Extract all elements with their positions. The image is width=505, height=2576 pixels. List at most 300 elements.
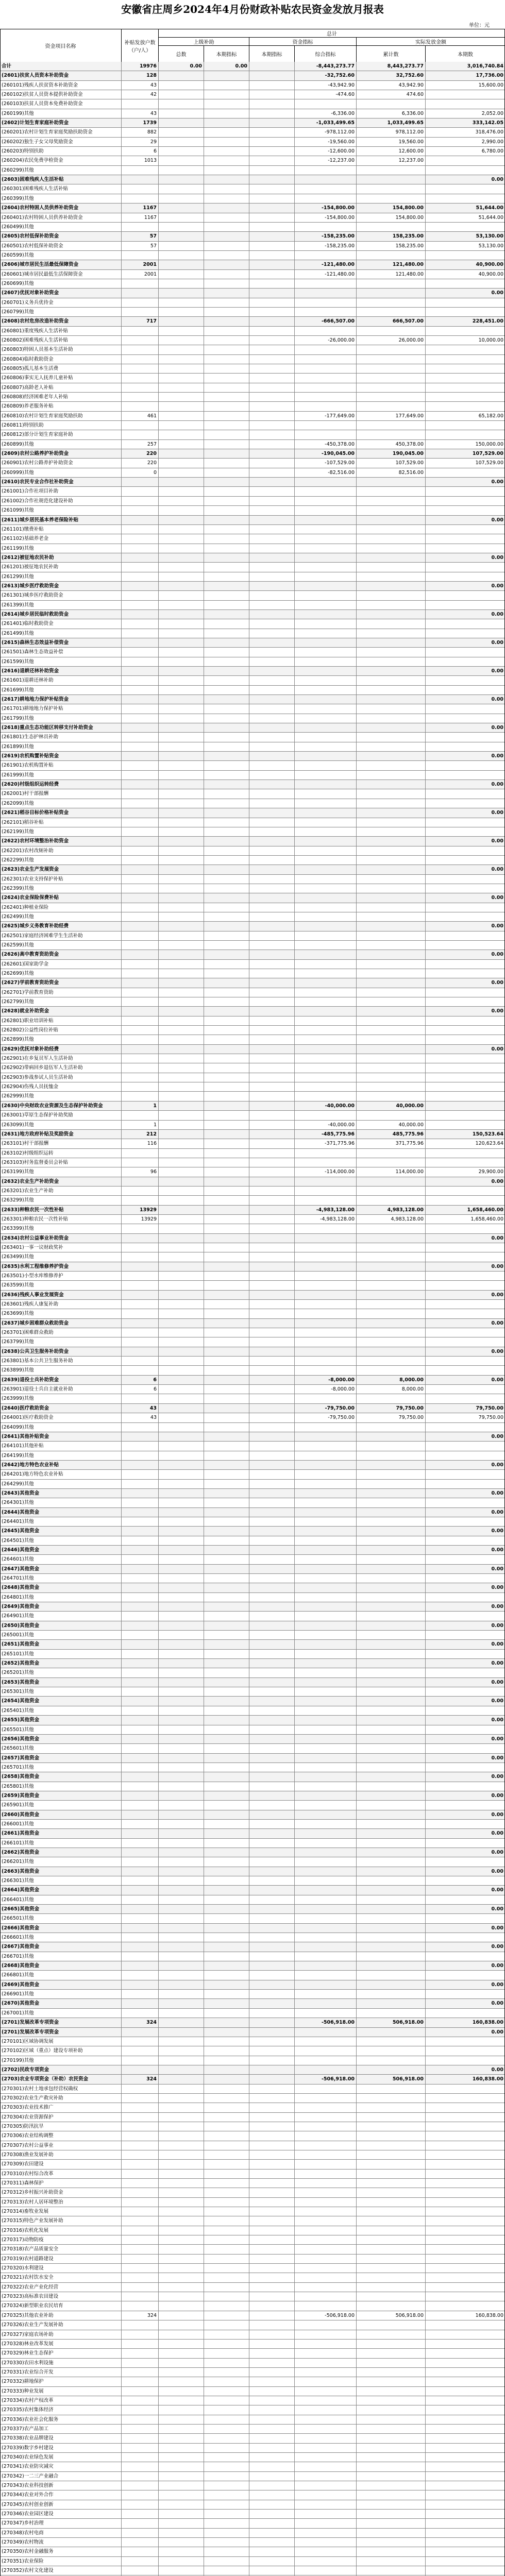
row-period: [426, 1480, 505, 1488]
row-fund-index: [295, 997, 357, 1006]
row-superior-period: [204, 1187, 249, 1195]
row-cumulative: [357, 1867, 426, 1876]
row-superior-period: [204, 1640, 249, 1649]
row-fund-index: [295, 2188, 357, 2197]
row-superior-period: [204, 270, 249, 279]
row-fund-index: [295, 251, 357, 260]
row-superior-total: [159, 1536, 204, 1545]
row-name: (270317)动物防疫: [0, 2235, 122, 2244]
row-superior-period: [204, 1167, 249, 1176]
table-header: [0, 29, 505, 62]
row-index-period: [249, 2103, 295, 2112]
row-superior-period: [204, 1839, 249, 1848]
row-name: (270332)耕地保护: [0, 2377, 122, 2386]
row-cumulative: 40,000.00: [357, 1121, 426, 1129]
row-cumulative: [357, 1895, 426, 1904]
row-superior-period: [204, 1668, 249, 1677]
row-superior-period: [204, 421, 249, 430]
row-count: 1: [122, 1101, 159, 1110]
row-name: (270341)农业防灾减灾: [0, 2462, 122, 2471]
row-superior-total: [159, 1574, 204, 1583]
row-period: 228,451.00: [472, 318, 503, 325]
row-index-period: [249, 147, 295, 156]
row-index-period: [249, 978, 295, 987]
row-superior-total: [159, 166, 204, 175]
row-name: (260805)孤儿基本生活费: [0, 364, 122, 373]
row-superior-period: [204, 1101, 249, 1110]
row-period: [426, 1536, 505, 1545]
row-name: (266101)其他: [0, 1839, 122, 1848]
row-period: 107,529.00: [472, 451, 503, 457]
row-index-period: [249, 2519, 295, 2528]
row-period: [426, 2122, 505, 2131]
row-count: [122, 2084, 159, 2093]
row-cumulative: 8,000.00: [357, 1385, 426, 1394]
row-index-period: [249, 695, 295, 704]
row-period: [426, 2425, 505, 2433]
row-fund-index: [295, 676, 357, 685]
row-superior-total: [159, 2273, 204, 2282]
row-fund-index: [295, 638, 357, 647]
row-superior-period: [204, 232, 249, 241]
row-superior-total: [159, 1782, 204, 1791]
row-index-period: [249, 846, 295, 855]
row-name: (262701)学前教育资助: [0, 988, 122, 997]
row-superior-total: [159, 1498, 204, 1507]
table-row: [0, 1309, 505, 1318]
row-superior-period: [204, 2084, 249, 2093]
row-count: [122, 2094, 159, 2103]
row-count: 0: [122, 468, 159, 477]
table-row: [0, 270, 505, 279]
row-name: (260201)农村计划生育家庭奖励扶助资金: [0, 128, 122, 137]
table-row: [0, 2150, 505, 2160]
row-fund-index: [295, 1612, 357, 1620]
row-fund-index: -1,033,499.65: [295, 118, 357, 127]
row-superior-total: [159, 1309, 204, 1318]
table-row: [0, 194, 505, 204]
table-row: [0, 308, 505, 317]
row-name: (263501)小型水库维修养护: [0, 1272, 122, 1280]
row-cumulative: [357, 2179, 426, 2188]
row-period: 0.00: [491, 479, 503, 485]
row-index-period: [249, 478, 295, 486]
table-row: [0, 912, 505, 922]
table-row: [0, 1763, 505, 1772]
row-cumulative: [357, 2037, 426, 2046]
row-superior-total: [159, 270, 204, 279]
row-cumulative: [357, 487, 426, 496]
row-name: (2660)其他资金: [0, 1810, 122, 1819]
table-row: [0, 2340, 505, 2349]
row-index-period: [249, 1470, 295, 1479]
row-cumulative: [357, 1801, 426, 1809]
row-fund-index: [295, 1725, 357, 1734]
row-index-period: [249, 2207, 295, 2216]
row-period: [426, 1820, 505, 1828]
row-count: [122, 582, 159, 590]
row-superior-period: [204, 960, 249, 969]
row-index-period: [249, 62, 295, 71]
row-fund-index: [295, 544, 357, 553]
row-fund-index: -485,775.96: [295, 1130, 357, 1139]
row-superior-total: [159, 1744, 204, 1753]
row-name: (263101)村干部报酬: [0, 1139, 122, 1148]
row-count: [122, 572, 159, 581]
row-cumulative: [357, 1357, 426, 1365]
row-name: (260102)扶贫人员资本提供补助资金: [0, 90, 122, 99]
row-name: (261999)其他: [0, 771, 122, 779]
row-name: (263199)其他: [0, 1167, 122, 1176]
row-period: [426, 421, 505, 430]
row-count: [122, 289, 159, 297]
row-count: [122, 1574, 159, 1583]
row-index-period: [249, 1224, 295, 1233]
row-name: (270305)防汛抗旱: [0, 2122, 122, 2131]
row-superior-total: [159, 184, 204, 193]
table-row: [0, 1810, 505, 1820]
row-count: [122, 2387, 159, 2396]
row-index-period: [249, 827, 295, 836]
row-superior-period: [204, 2415, 249, 2424]
row-name: (266701)其他: [0, 1952, 122, 1961]
row-count: [122, 695, 159, 704]
row-index-period: [249, 345, 295, 354]
row-index-period: [249, 657, 295, 666]
row-count: [122, 2179, 159, 2188]
row-index-period: [249, 714, 295, 723]
row-cumulative: [357, 2283, 426, 2292]
row-fund-index: [295, 1905, 357, 1913]
row-count: 220: [122, 459, 159, 467]
row-name: (2607)优抚对象补助资金: [0, 289, 122, 297]
row-count: [122, 657, 159, 666]
row-index-period: [249, 298, 295, 307]
row-superior-period: [204, 1612, 249, 1620]
row-count: [122, 1158, 159, 1167]
row-fund-index: [295, 1772, 357, 1781]
row-count: [122, 1942, 159, 1951]
row-index-period: [249, 2453, 295, 2462]
row-cumulative: [357, 1451, 426, 1460]
table-row: [0, 1054, 505, 1063]
header-actual: 实际发放金额: [357, 38, 505, 46]
table-row: [0, 1857, 505, 1867]
table-row: [0, 2368, 505, 2377]
row-cumulative: [357, 1905, 426, 1913]
row-index-period: [249, 1007, 295, 1015]
row-cumulative: [357, 780, 426, 789]
row-period: [426, 194, 505, 203]
row-index-period: [249, 960, 295, 969]
row-period: [426, 2472, 505, 2481]
row-count: [122, 1328, 159, 1337]
row-name: (264601)其他: [0, 1555, 122, 1564]
row-superior-period: [204, 771, 249, 779]
row-superior-period: [204, 327, 249, 335]
row-fund-index: [295, 931, 357, 940]
row-superior-period: [204, 922, 249, 930]
row-index-period: [249, 1621, 295, 1630]
row-period: [426, 345, 505, 354]
row-superior-total: [159, 1886, 204, 1894]
row-cumulative: [357, 1990, 426, 1998]
row-cumulative: [357, 941, 426, 950]
row-superior-total: [159, 1158, 204, 1167]
row-superior-period: [204, 1224, 249, 1233]
row-superior-period: [204, 2547, 249, 2556]
row-fund-index: [295, 1574, 357, 1583]
row-superior-period: [204, 1215, 249, 1224]
row-period: [426, 1111, 505, 1120]
row-period: [426, 601, 505, 609]
row-superior-period: [204, 1461, 249, 1469]
row-index-period: [249, 393, 295, 401]
table-row: [0, 2444, 505, 2453]
row-superior-period: [204, 978, 249, 987]
row-fund-index: [295, 601, 357, 609]
row-period: 0.00: [491, 1774, 503, 1780]
row-superior-total: [159, 421, 204, 430]
row-name: (260501)农村低保补助资金: [0, 242, 122, 250]
row-period: 79,750.00: [478, 1415, 503, 1421]
row-superior-total: [159, 1149, 204, 1158]
row-period: [426, 1687, 505, 1696]
table-row: [0, 71, 505, 80]
row-count: [122, 1149, 159, 1158]
row-index-period: [249, 2547, 295, 2556]
row-index-period: [249, 676, 295, 685]
row-superior-period: [204, 1820, 249, 1828]
row-period: [426, 2141, 505, 2150]
row-superior-period: [204, 1337, 249, 1346]
row-index-period: [249, 1678, 295, 1687]
row-name: (266301)其他: [0, 1876, 122, 1885]
row-period: 10,000.00: [478, 337, 503, 343]
row-name: (2703)农业专项资金（补助）农民资金: [0, 2075, 122, 2083]
row-cumulative: [357, 2235, 426, 2244]
row-superior-period: [204, 1243, 249, 1252]
row-superior-total: [159, 1243, 204, 1252]
row-period: [426, 364, 505, 373]
row-fund-index: [295, 704, 357, 713]
row-name: (262999)其他: [0, 1092, 122, 1100]
row-fund-index: [295, 893, 357, 902]
row-superior-total: [159, 2018, 204, 2027]
row-fund-index: [295, 1045, 357, 1054]
table-row: [0, 582, 505, 591]
row-cumulative: [357, 978, 426, 987]
row-superior-total: [159, 799, 204, 808]
row-index-period: [249, 2425, 295, 2433]
row-superior-total: [159, 2255, 204, 2263]
table-row: [0, 950, 505, 959]
row-fund-index: [295, 298, 357, 307]
row-index-period: [249, 1319, 295, 1328]
row-count: [122, 1508, 159, 1517]
row-name: (265401)其他: [0, 1706, 122, 1715]
row-superior-total: [159, 1914, 204, 1923]
table-row: [0, 1574, 505, 1583]
row-superior-total: [159, 2387, 204, 2396]
row-count: [122, 2226, 159, 2235]
row-superior-total: [159, 2538, 204, 2547]
table-row: [0, 1546, 505, 1555]
row-cumulative: [357, 648, 426, 656]
table-row: [0, 1158, 505, 1167]
row-superior-total: [159, 213, 204, 222]
row-period: [426, 1328, 505, 1337]
row-index-period: [249, 1961, 295, 1970]
row-name: (261099)其他: [0, 506, 122, 515]
row-fund-index: -4,983,128.00: [295, 1206, 357, 1214]
row-fund-index: [295, 912, 357, 921]
row-period: 0.00: [491, 1868, 503, 1874]
row-index-period: [249, 1045, 295, 1054]
row-name: (2640)医疗救助资金: [0, 1404, 122, 1413]
row-name: (263599)其他: [0, 1281, 122, 1290]
row-fund-index: -506,918.00: [295, 2075, 357, 2083]
row-superior-total: [159, 1668, 204, 1677]
row-index-period: [249, 1016, 295, 1025]
row-superior-period: [204, 2566, 249, 2575]
row-fund-index: [295, 2292, 357, 2301]
row-superior-total: [159, 1508, 204, 1517]
row-count: [122, 1442, 159, 1450]
row-name: (270351)农业保险: [0, 2557, 122, 2566]
row-fund-index: -79,750.00: [295, 1404, 357, 1413]
table-row: [0, 1659, 505, 1668]
table-row: [0, 2235, 505, 2245]
row-count: [122, 1999, 159, 2008]
row-period: 0.00: [491, 1263, 503, 1269]
row-count: [122, 327, 159, 335]
row-superior-period: [204, 204, 249, 212]
row-superior-period: [204, 1206, 249, 1214]
table-row: [0, 1668, 505, 1677]
table-row: [0, 2481, 505, 2490]
row-name: (2647)其他资金: [0, 1565, 122, 1573]
row-cumulative: [357, 2557, 426, 2566]
row-superior-total: [159, 1121, 204, 1129]
row-fund-index: [295, 2415, 357, 2424]
row-index-period: [249, 686, 295, 694]
row-period: [426, 1744, 505, 1753]
row-period: 51,644.00: [478, 214, 503, 221]
row-superior-total: [159, 1319, 204, 1328]
row-period: 0.00: [491, 1887, 503, 1893]
row-superior-period: [204, 657, 249, 666]
row-index-period: [249, 771, 295, 779]
row-cumulative: [357, 771, 426, 779]
row-period: [426, 1272, 505, 1280]
row-period: [426, 572, 505, 581]
row-superior-period: [204, 837, 249, 845]
row-superior-period: [204, 1602, 249, 1611]
row-index-period: [249, 1376, 295, 1384]
row-superior-total: [159, 2330, 204, 2339]
row-count: [122, 2103, 159, 2112]
table-row: [0, 1952, 505, 1961]
table-row: [0, 2311, 505, 2320]
row-superior-period: [204, 2519, 249, 2528]
table-row: [0, 412, 505, 421]
row-fund-index: [295, 1867, 357, 1876]
row-index-period: [249, 1697, 295, 1705]
row-period: [426, 2500, 505, 2509]
row-superior-total: [159, 175, 204, 184]
row-fund-index: [295, 289, 357, 297]
row-index-period: [249, 1857, 295, 1866]
row-fund-index: [295, 2094, 357, 2103]
row-count: 43: [122, 81, 159, 90]
row-superior-period: [204, 1451, 249, 1460]
row-period: 0.00: [491, 1433, 503, 1439]
row-count: 1167: [122, 213, 159, 222]
row-count: [122, 667, 159, 675]
row-index-period: [249, 1650, 295, 1658]
row-fund-index: [295, 1801, 357, 1809]
row-superior-period: [204, 733, 249, 741]
row-count: 717: [122, 317, 159, 326]
row-cumulative: [357, 2320, 426, 2329]
table-row: [0, 62, 505, 71]
row-period: [426, 2131, 505, 2140]
row-count: [122, 1839, 159, 1848]
row-period: 40,900.00: [476, 262, 503, 268]
row-count: [122, 1461, 159, 1469]
row-index-period: [249, 2538, 295, 2547]
row-index-period: [249, 251, 295, 260]
row-superior-total: [159, 430, 204, 439]
row-superior-period: [204, 1876, 249, 1885]
row-name: (260801)重度残疾人生活补贴: [0, 327, 122, 335]
row-superior-period: [204, 1234, 249, 1243]
row-period: 0.00: [491, 1944, 503, 1950]
row-index-period: [249, 279, 295, 288]
row-name: (265201)其他: [0, 1668, 122, 1677]
row-superior-period: [204, 223, 249, 231]
row-fund-index: -371,775.96: [295, 1139, 357, 1148]
row-superior-period: [204, 2113, 249, 2122]
row-superior-period: [204, 1177, 249, 1186]
row-count: [122, 487, 159, 496]
row-fund-index: [295, 960, 357, 969]
row-period: [426, 2216, 505, 2225]
row-fund-index: [295, 1555, 357, 1564]
row-cumulative: [357, 1971, 426, 1979]
row-period: 150,523.64: [472, 1131, 503, 1137]
row-superior-period: [204, 686, 249, 694]
row-cumulative: [357, 1820, 426, 1828]
row-superior-total: [159, 1480, 204, 1488]
row-superior-period: [204, 1016, 249, 1025]
row-superior-total: [159, 2264, 204, 2273]
row-superior-period: [204, 2292, 249, 2301]
row-count: [122, 1291, 159, 1299]
row-superior-total: [159, 2150, 204, 2159]
row-count: [122, 1007, 159, 1015]
row-fund-index: [295, 1839, 357, 1848]
row-fund-index: [295, 2320, 357, 2329]
row-index-period: [249, 2113, 295, 2122]
row-fund-index: [295, 2273, 357, 2282]
table-row: [0, 960, 505, 969]
row-count: [122, 279, 159, 288]
row-superior-total: [159, 1281, 204, 1290]
table-row: [0, 2349, 505, 2358]
row-name: (262499)其他: [0, 912, 122, 921]
